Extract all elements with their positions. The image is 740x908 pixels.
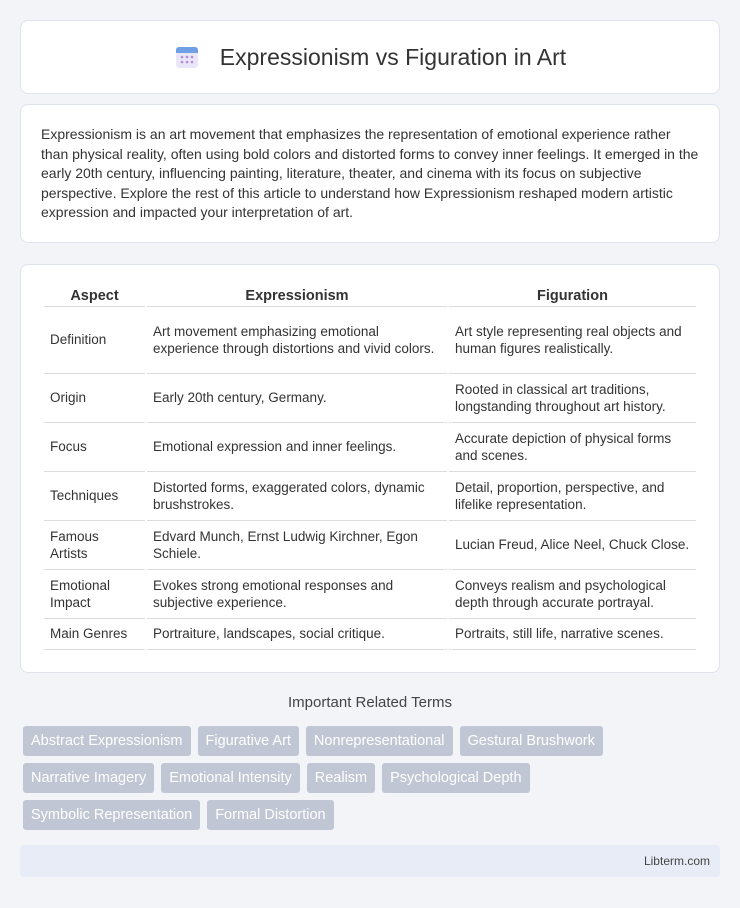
table-row [44, 374, 696, 423]
intro-text: Expressionism is an art movement that emphasizes the representation of emotional experience rather than physical reality, often using bold colors and distorted forms to convey inner feelings. It emerged in the early 20th century, influencing painting, literature, theater, and cinema with its focus on subjective perspective. Explore the rest of this article to understand how Expressionism reshaped modern artistic expression and impacted your interpretation of art. [41, 126, 699, 220]
related-term-tag[interactable]: Figurative Art [198, 726, 299, 756]
aspect-cell: Emotional Impact [44, 570, 145, 619]
intro-card [20, 104, 720, 243]
page-title: Expressionism vs Figuration in Art [219, 43, 567, 70]
calendar-grid-icon [174, 44, 200, 70]
figuration-cell: Lucian Freud, Alice Neel, Chuck Close. [449, 521, 696, 570]
figuration-cell: Rooted in classical art traditions, longstanding throughout art history. [449, 374, 696, 423]
footer [20, 845, 720, 877]
figuration-cell: Accurate depiction of physical forms and scenes. [449, 423, 696, 472]
related-term-tag[interactable]: Nonrepresentational [306, 726, 453, 756]
expressionism-cell: Edvard Munch, Ernst Ludwig Kirchner, Egon Schiele. [147, 521, 447, 570]
aspect-cell: Famous Artists [44, 521, 145, 570]
expressionism-cell: Evokes strong emotional responses and subjective experience. [147, 570, 447, 619]
figuration-cell: Conveys realism and psychological depth through accurate portrayal. [449, 570, 696, 619]
table-row [44, 423, 696, 472]
table-row [44, 570, 696, 619]
aspect-cell: Techniques [44, 472, 145, 521]
related-term-tag[interactable]: Symbolic Representation [23, 800, 200, 830]
related-term-tag[interactable]: Gestural Brushwork [460, 726, 603, 756]
comparison-card [20, 264, 720, 673]
comparison-table [42, 285, 698, 650]
expressionism-cell: Early 20th century, Germany. [147, 374, 447, 423]
related-term-tag[interactable]: Realism [307, 763, 375, 793]
related-term-tag[interactable]: Formal Distortion [207, 800, 333, 830]
aspect-cell: Definition [44, 307, 145, 374]
expressionism-cell: Distorted forms, exaggerated colors, dynamic brushstrokes. [147, 472, 447, 521]
aspect-cell: Main Genres [44, 619, 145, 650]
table-row [44, 521, 696, 570]
header-card [20, 20, 720, 94]
column-header-expressionism: Expressionism [147, 285, 447, 307]
aspect-cell: Origin [44, 374, 145, 423]
column-header-aspect: Aspect [44, 285, 145, 307]
aspect-cell: Focus [44, 423, 145, 472]
expressionism-cell: Emotional expression and inner feelings. [147, 423, 447, 472]
table-row [44, 619, 696, 650]
table-row [44, 307, 696, 374]
figuration-cell: Art style representing real objects and human figures realistically. [449, 307, 696, 374]
related-terms-heading: Important Related Terms [288, 694, 452, 711]
footer-site-link[interactable]: Libterm.com [643, 854, 710, 868]
table-row [44, 472, 696, 521]
expressionism-cell: Portraiture, landscapes, social critique. [147, 619, 447, 650]
related-term-tag[interactable]: Emotional Intensity [161, 763, 300, 793]
expressionism-cell: Art movement emphasizing emotional experience through distortions and vivid colors. [147, 307, 447, 374]
column-header-figuration: Figuration [449, 285, 696, 307]
figuration-cell: Detail, proportion, perspective, and lifelike representation. [449, 472, 696, 521]
related-term-tag[interactable]: Abstract Expressionism [23, 726, 191, 756]
figuration-cell: Portraits, still life, narrative scenes. [449, 619, 696, 650]
related-term-tag[interactable]: Psychological Depth [382, 763, 529, 793]
related-term-tag[interactable]: Narrative Imagery [23, 763, 154, 793]
related-terms-list [23, 726, 723, 837]
